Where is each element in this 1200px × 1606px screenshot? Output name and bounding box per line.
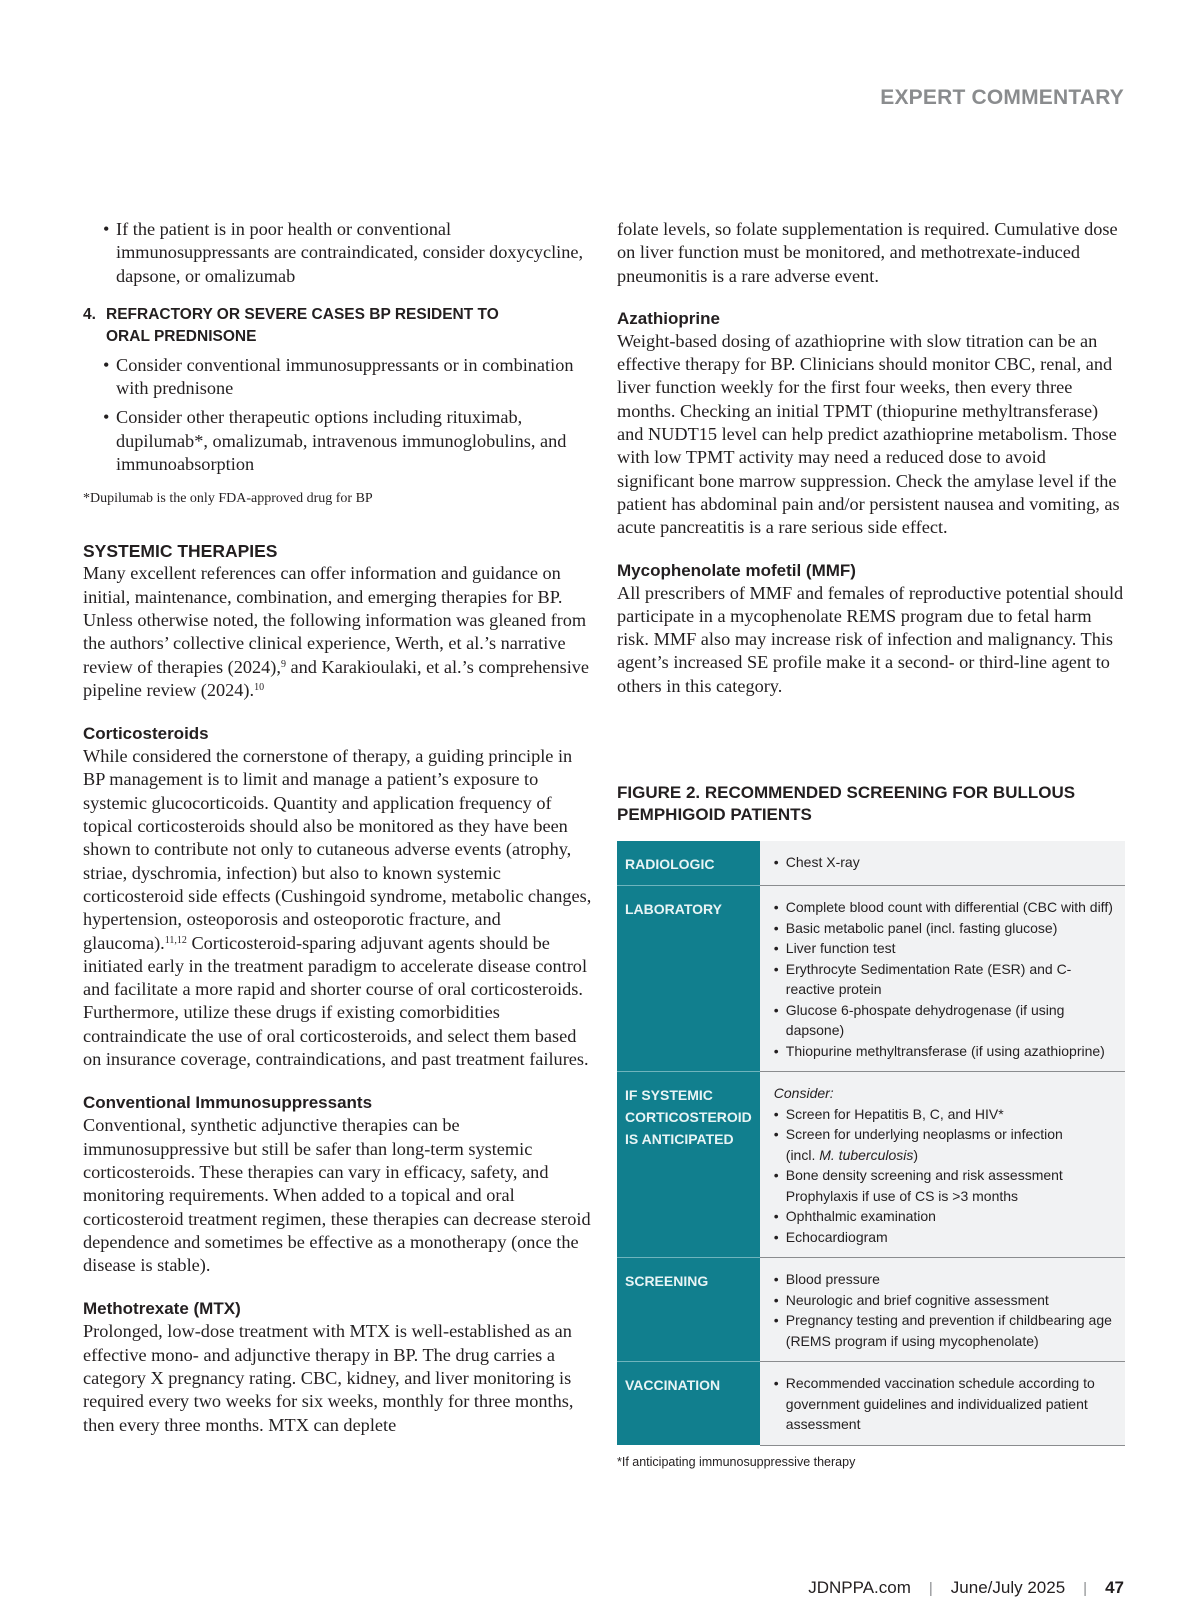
page-number: 47 bbox=[1105, 1578, 1124, 1597]
screening-table bbox=[617, 841, 1125, 1446]
reference-superscript: 11,12 bbox=[164, 934, 187, 946]
subheading-mmf: Mycophenolate mofetil (MMF) bbox=[617, 560, 856, 580]
step-title-line-2: ORAL PREDNISONE bbox=[106, 327, 257, 345]
row-items-systemic-corticosteroid bbox=[760, 1072, 1125, 1258]
table-row bbox=[617, 1072, 1125, 1258]
step-title-line-1: REFRACTORY OR SEVERE CASES BP RESIDENT TO bbox=[106, 305, 499, 323]
right-column bbox=[617, 218, 1125, 698]
figure-screening-table bbox=[617, 782, 1125, 1470]
list-item: • Liver function test bbox=[774, 938, 1117, 959]
section-label: EXPERT COMMENTARY bbox=[880, 86, 1124, 109]
table-row bbox=[617, 886, 1125, 1072]
paragraph-conventional: Conventional, synthetic adjunctive therapies can be immunosuppressive but still be safer than long-term systemic corticosteroids. These therapies can vary in efficacy, safety, and monitoring requirements. When added to a topical and oral corticosteroid treatment regimen, these therapies can decrease steroid dependence and sometimes be effective as a monotherapy (once the disease is stable). bbox=[83, 1115, 591, 1276]
row-label-laboratory: LABORATORY bbox=[617, 886, 760, 1072]
paragraph-systemic bbox=[83, 562, 593, 702]
page-footer bbox=[808, 1578, 1124, 1598]
footer-divider: | bbox=[928, 1579, 933, 1597]
list-item: • If the patient is in poor health or conventional immunosuppressants are contraindicated, consider doxycycline, dapsone, or omalizumab bbox=[103, 218, 593, 288]
list-item: • Blood pressure bbox=[774, 1269, 1117, 1290]
footer-site: JDNPPA.com bbox=[808, 1578, 911, 1597]
list-item-continuation bbox=[774, 1145, 1117, 1166]
label-line: CORTICOSTEROID bbox=[625, 1109, 752, 1125]
intro-bullet-list bbox=[83, 218, 593, 288]
step-title bbox=[106, 304, 499, 348]
list-item: • Consider conventional immunosuppressants or in combination with prednisone bbox=[103, 354, 593, 401]
row-items-radiologic bbox=[760, 841, 1125, 886]
list-item-continuation: Prophylaxis if use of CS is >3 months bbox=[785, 1187, 1019, 1204]
table-row bbox=[617, 841, 1125, 886]
subheading-azathioprine: Azathioprine bbox=[617, 308, 720, 328]
paragraph-methotrexate: Prolonged, low-dose treatment with MTX is well-established as an effective mono- and adjunctive therapy in BP. The drug carries a category X pregnancy rating. CBC, kidney, and liver monitoring is required every two weeks for six weeks, monthly for three months, then every three months. MTX can deplete bbox=[83, 1321, 574, 1435]
step-number: 4. bbox=[83, 305, 96, 323]
figure-title bbox=[617, 782, 1125, 825]
label-line: IF SYSTEMIC bbox=[625, 1087, 713, 1103]
list-item: • Echocardiogram bbox=[774, 1227, 1117, 1248]
consider-label: Consider: bbox=[773, 1085, 834, 1101]
text: While considered the cornerstone of therapy, a guiding principle in BP management is to limit and manage a patient’s exposure to systemic glucocorticoids. Quantity and application frequency of topical corticosteroids should also be monitored as they have been shown to contribute not only to cutaneous adverse events (atrophy, striae, dyschromia, infection) but also to known systemic corticosteroid side effects (Cushingoid syndrome, metabolic changes, hypertension, osteoporosis and osteoporotic fracture, and glaucoma). bbox=[83, 746, 592, 953]
text: Corticosteroid-sparing adjuvant agents should be initiated early in the treatment paradigm to accelerate disease control and facilitate a more rapid and shorter course of oral corticosteroids. Furthermore, utilize these drugs if existing comorbidities contraindicate the use of oral corticosteroids, and select them based on insurance coverage, contraindications, and past treatment failures. bbox=[83, 932, 589, 1070]
left-column bbox=[83, 218, 593, 1437]
organism-name: M. tuberculosis bbox=[819, 1146, 914, 1163]
row-label-radiologic: RADIOLOGIC bbox=[617, 841, 760, 886]
paragraph-azathioprine: Weight-based dosing of azathioprine with slow titration can be an effective therapy for BP. Clinicians should monitor CBC, renal, and liver function weekly for the first four weeks, then every three months. Checking an initial TPMT (thiopurine methyltransferase) and NUDT15 level can help predict azathioprine metabolism. Those with low TPMT activity may need a reduced dose to avoid significant bone marrow suppression. Check the amylase level if the patient has abdominal pain and/or persistent nausea and vomiting, as acute pancreatitis is a rare serious side effect. bbox=[617, 330, 1120, 538]
subheading-conventional-immunosuppressants: Conventional Immunosuppressants bbox=[83, 1093, 373, 1113]
reference-superscript: 9 bbox=[280, 658, 286, 670]
list-item: • Pregnancy testing and prevention if childbearing age (REMS program if using mycophenolate) bbox=[774, 1310, 1117, 1351]
text: and Karakioulaki, et al.’s comprehensive pipeline review (2024). bbox=[83, 656, 590, 700]
list-item: • Thiopurine methyltransferase (if using azathioprine) bbox=[774, 1041, 1117, 1062]
subheading-methotrexate: Methotrexate (MTX) bbox=[83, 1299, 241, 1319]
text: ) bbox=[913, 1146, 919, 1163]
list-item: • Complete blood count with differential (CBC with diff) bbox=[774, 897, 1117, 918]
table-row bbox=[617, 1362, 1125, 1446]
list-item: • Erythrocyte Sedimentation Rate (ESR) and C-reactive protein bbox=[774, 959, 1117, 1000]
paragraph-mmf: All prescribers of MMF and females of reproductive potential should participate in a mycophenolate REMS program due to fetal harm risk. MMF also may increase risk of infection and malignancy. This agent’s increased SE profile make it a second- or third-line agent to others in this category. bbox=[617, 582, 1124, 696]
text: (incl. bbox=[785, 1146, 820, 1163]
row-label-systemic-corticosteroid bbox=[617, 1072, 760, 1258]
footer-issue: June/July 2025 bbox=[950, 1578, 1066, 1597]
paragraph-methotrexate-continued: folate levels, so folate supplementation is required. Cumulative dose on liver function must be monitored, and methotrexate-induced pneumonitis is a rare adverse event. bbox=[617, 219, 1118, 286]
row-items-laboratory bbox=[760, 886, 1125, 1072]
row-items-vaccination bbox=[760, 1362, 1125, 1446]
list-item: • Glucose 6-phospate dehydrogenase (if using dapsone) bbox=[774, 1000, 1117, 1041]
list-item: • Screen for Hepatitis B, C, and HIV* bbox=[774, 1104, 1117, 1125]
row-label-vaccination: VACCINATION bbox=[617, 1362, 760, 1446]
list-item: • Bone density screening and risk assessment bbox=[774, 1165, 1117, 1186]
text: Many excellent references can offer information and guidance on initial, maintenance, combination, and emerging therapies for BP. Unless otherwise noted, the following information was gleaned from the authors’ collective clinical experience, Werth, et al.’s narrative review of therapies (2024), bbox=[83, 563, 587, 677]
table-row bbox=[617, 1258, 1125, 1362]
footer-divider: | bbox=[1083, 1579, 1088, 1597]
dupilumab-footnote: *Dupilumab is the only FDA-approved drug for BP bbox=[83, 491, 373, 507]
label-line: IS ANTICIPATED bbox=[625, 1131, 734, 1147]
step-4-heading bbox=[83, 304, 593, 348]
reference-superscript: 10 bbox=[254, 681, 265, 693]
list-item: • Chest X-ray bbox=[774, 852, 1117, 873]
figure-title-line-2: PEMPHIGOID PATIENTS bbox=[617, 804, 812, 824]
list-item: • Basic metabolic panel (incl. fasting glucose) bbox=[774, 918, 1117, 939]
figure-title-line-1: FIGURE 2. RECOMMENDED SCREENING FOR BULLOUS bbox=[617, 783, 1076, 802]
list-item: • Screen for underlying neoplasms or infection bbox=[774, 1124, 1117, 1145]
section-heading-systemic: SYSTEMIC THERAPIES bbox=[83, 541, 278, 562]
figure-footnote: *If anticipating immunosuppressive therapy bbox=[617, 1454, 856, 1469]
step-4-bullet-list bbox=[83, 354, 593, 476]
paragraph-corticosteroids bbox=[83, 745, 593, 1071]
subheading-corticosteroids: Corticosteroids bbox=[83, 724, 209, 744]
list-item: • Recommended vaccination schedule according to government guidelines and individualized patient assessment bbox=[774, 1373, 1117, 1435]
row-items-screening bbox=[760, 1258, 1125, 1362]
list-item: • Ophthalmic examination bbox=[774, 1206, 1117, 1227]
list-item: • Consider other therapeutic options including rituximab, dupilumab*, omalizumab, intravenous immunoglobulins, and immunoabsorption bbox=[103, 406, 593, 476]
row-label-screening: SCREENING bbox=[617, 1258, 760, 1362]
list-item: • Neurologic and brief cognitive assessment bbox=[774, 1290, 1117, 1311]
